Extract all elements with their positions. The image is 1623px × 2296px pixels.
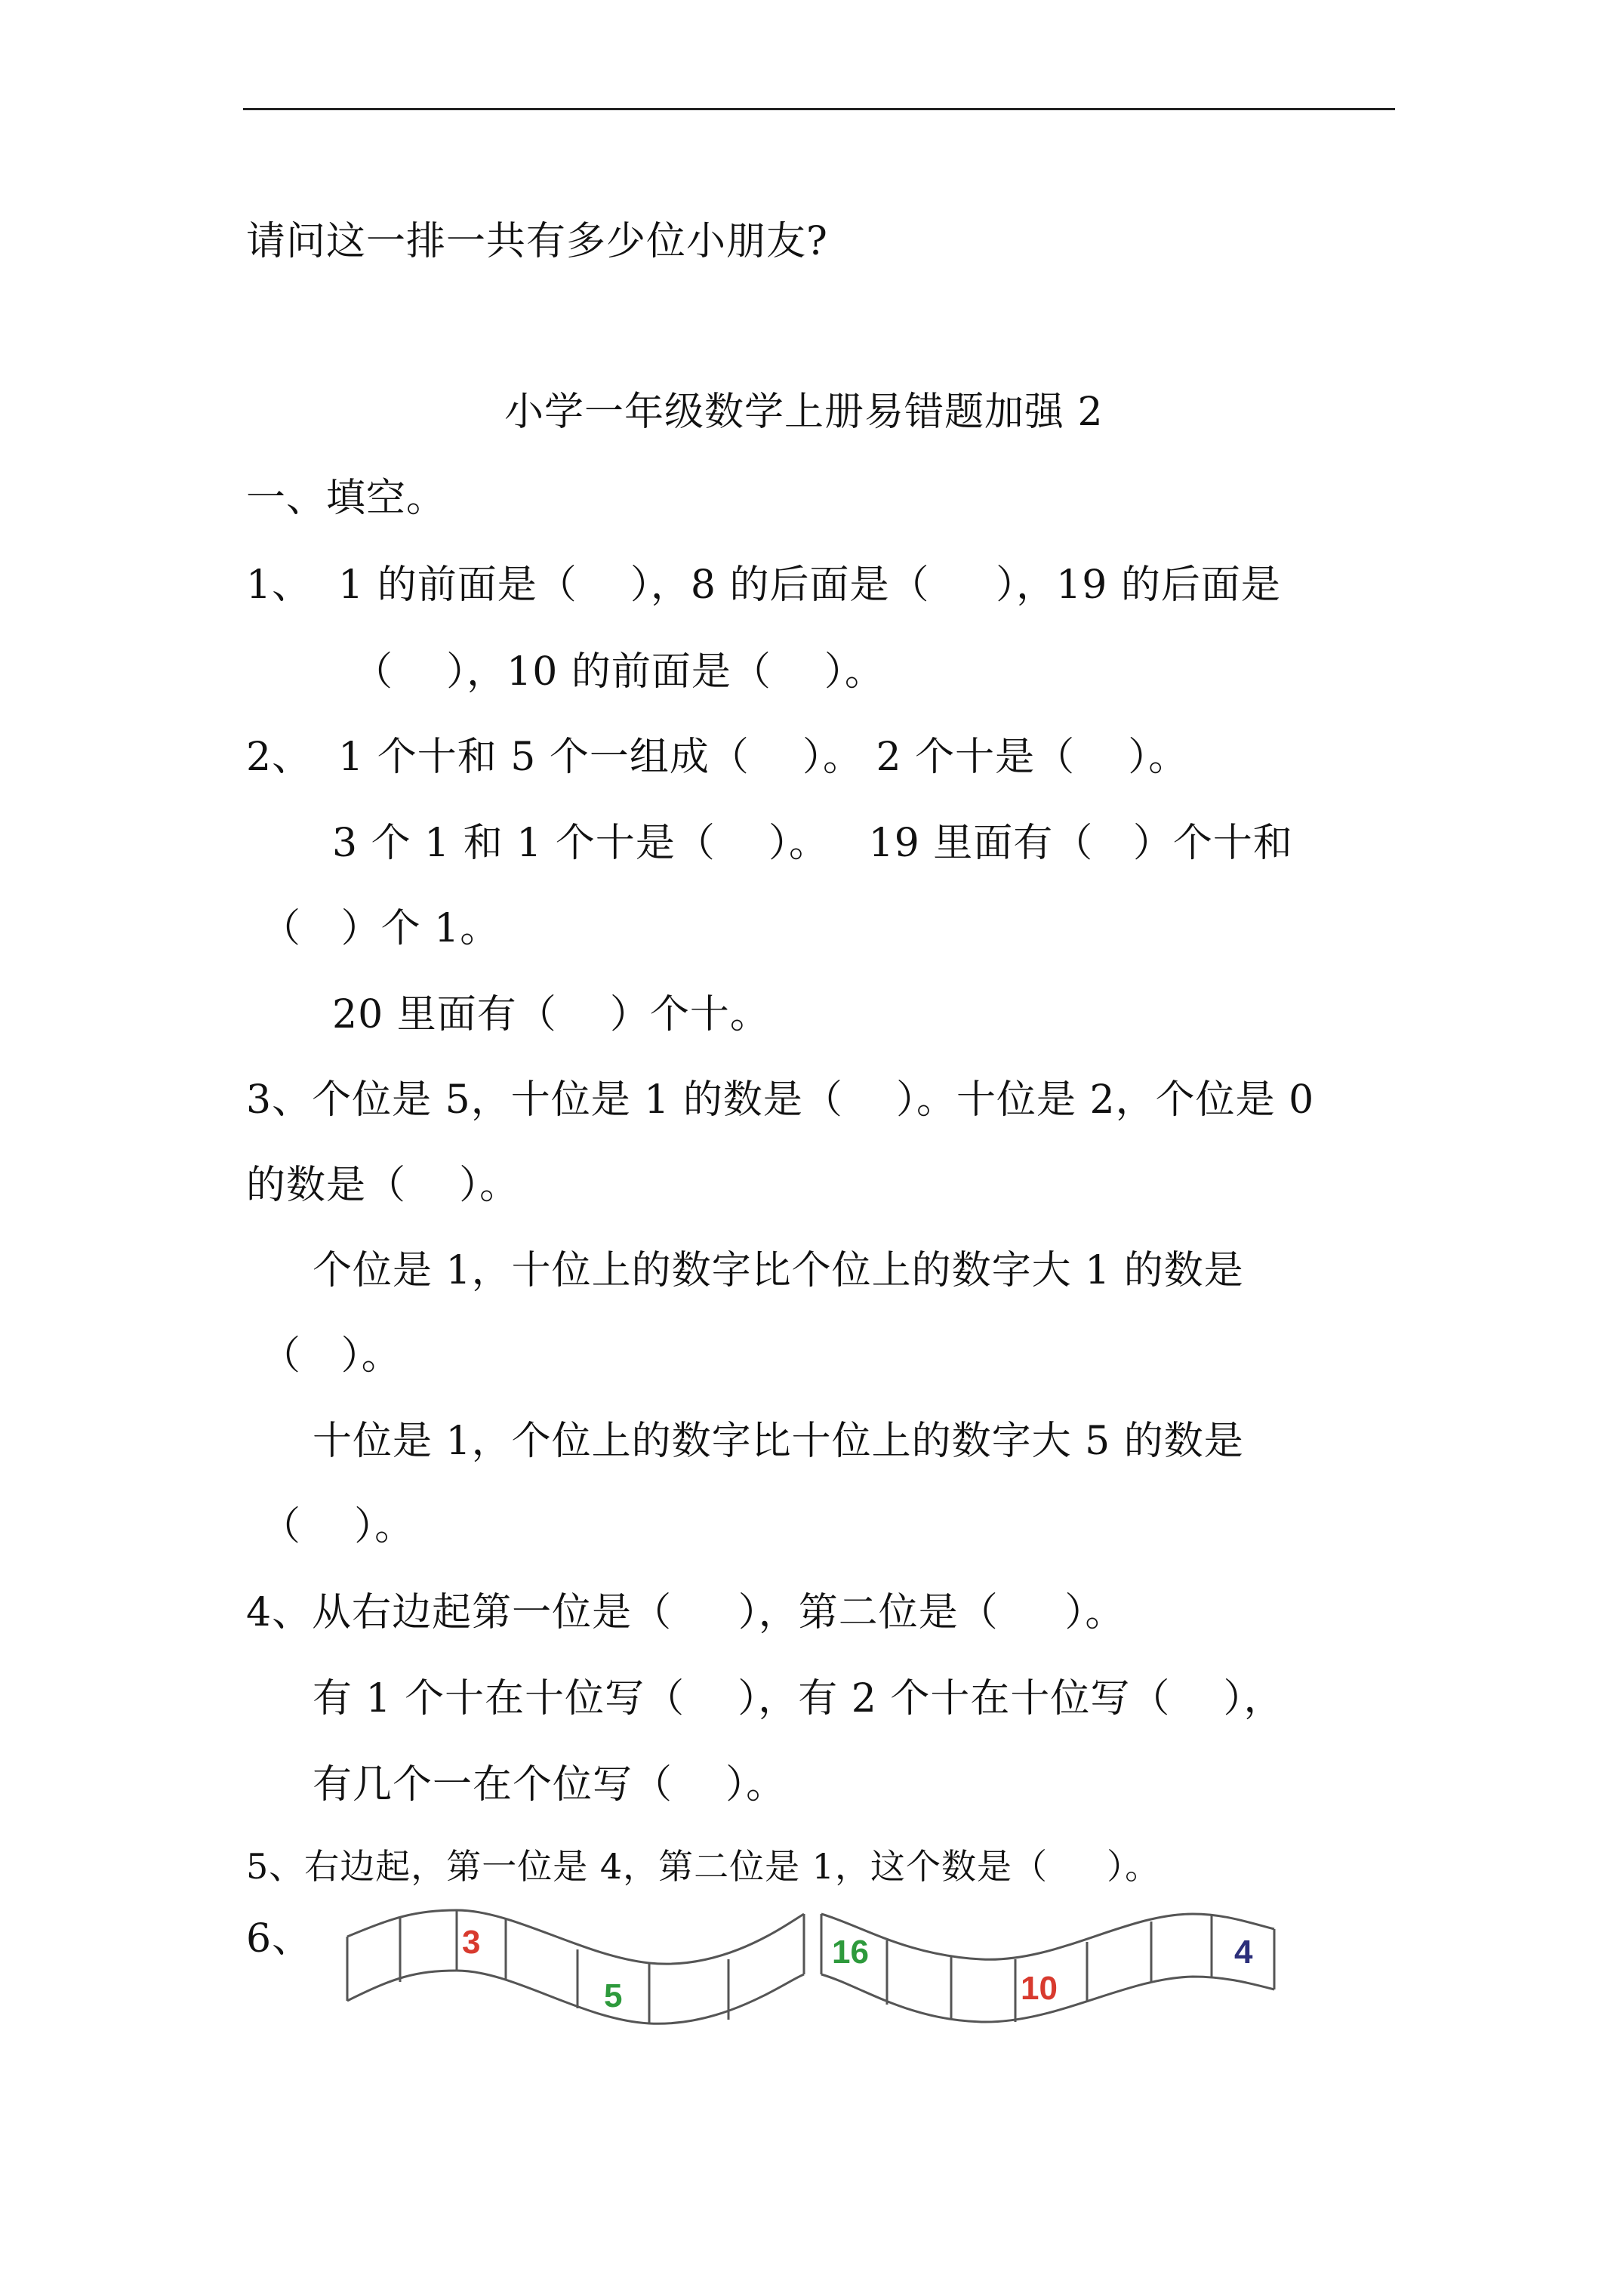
question-3-line-3: 个位是 1，十位上的数字比个位上的数字大 1 的数是 xyxy=(313,1248,1244,1293)
question-5: 5、右边起，第一位是 4，第二位是 1，这个数是（ ）。 xyxy=(246,1846,1161,1887)
page-title: 小学一年级数学上册易错题加强 2 xyxy=(504,390,1104,435)
question-3-line-6: （ ）。 xyxy=(261,1504,415,1549)
question-2-line-3: （ ）个 1。 xyxy=(261,906,500,951)
question-4-line-1: 4、从右边起第一位是（ ），第二位是（ ）。 xyxy=(246,1590,1126,1635)
strip-number-16: 16 xyxy=(832,1934,869,1971)
strip-number-10: 10 xyxy=(1021,1970,1058,2007)
question-1-line-2: （ ），10 的前面是（ ）。 xyxy=(353,649,885,695)
question-2-line-4: 20 里面有（ ）个十。 xyxy=(332,992,770,1037)
question-2-line-2: 3 个 1 和 1 个十是（ ）。 19 里面有（ ）个十和 xyxy=(332,821,1293,866)
question-4-line-3: 有几个一在个位写（ ）。 xyxy=(313,1762,787,1808)
question-4-line-2: 有 1 个十在十位写（ ），有 2 个十在十位写（ ）， xyxy=(313,1676,1284,1721)
question-3-line-4: （ ）。 xyxy=(261,1333,402,1379)
question-3-line-5: 十位是 1，个位上的数字比十位上的数字大 5 的数是 xyxy=(313,1419,1244,1464)
section-heading: 一、填空。 xyxy=(246,476,447,521)
question-3-line-2: 的数是（ ）。 xyxy=(246,1163,520,1208)
question-1-line-1: 1、 1 的前面是（ ），8 的后面是（ ），19 的后面是 xyxy=(246,562,1281,608)
intro-question: 请问这一排一共有多少位小朋友? xyxy=(246,219,828,264)
strip-number-5: 5 xyxy=(604,1977,623,2014)
question-2-line-1: 2、 1 个十和 5 个一组成（ ）。 2 个十是（ ）。 xyxy=(246,735,1189,780)
strip-number-4: 4 xyxy=(1234,1934,1253,1971)
left-strip xyxy=(347,1910,804,2023)
top-rule xyxy=(243,108,1395,110)
question-6-label: 6、 xyxy=(246,1916,313,1962)
strip-number-3: 3 xyxy=(462,1924,481,1961)
question-3-line-1: 3、个位是 5，十位是 1 的数是（ ）。十位是 2，个位是 0 xyxy=(246,1077,1315,1123)
number-strip xyxy=(332,1888,1283,2039)
